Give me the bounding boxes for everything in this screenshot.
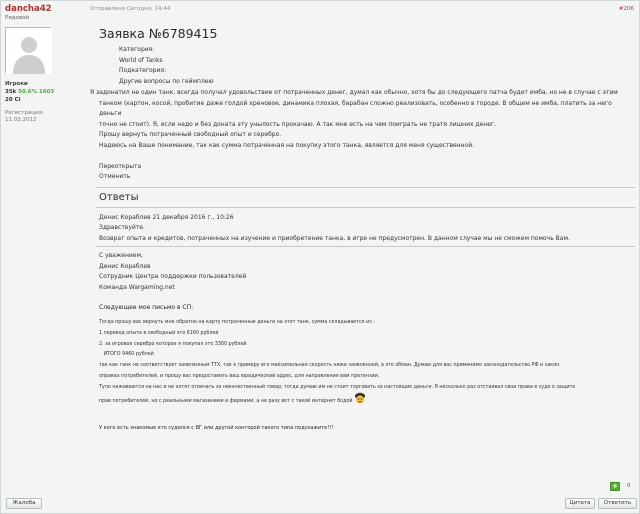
divider <box>96 207 635 208</box>
personal-rating: 1603 <box>38 89 55 95</box>
divider <box>96 246 635 247</box>
letter-line-with-emoji <box>99 394 635 408</box>
signature-line: Команда Wargaming.net <box>99 283 175 291</box>
reply-line: Здравствуйте. <box>99 224 145 232</box>
tanker-emoji-icon <box>354 392 366 405</box>
user-letter <box>99 303 635 433</box>
request-title: Заявка №6789415 <box>99 26 218 41</box>
user-stats <box>5 88 85 97</box>
support-reply <box>99 213 635 245</box>
default-avatar-icon <box>6 28 52 74</box>
letter-closing: У кого есть знакомые кто судился с ВГ или другой конторой такого типа подскажите!!! <box>99 425 334 432</box>
reopened-status: Переоткрыта <box>99 162 142 170</box>
registration-label: Регистрация: <box>5 110 44 116</box>
letter-intro: Следующее мое письмо в СП: <box>99 304 194 312</box>
signature-line: С уважением, <box>99 252 143 260</box>
post-content <box>90 15 635 433</box>
signature-line: Денис Кораблев <box>99 262 151 270</box>
meta-line: World of Tanks <box>119 56 163 64</box>
meta-line: Подкатегория: <box>119 67 166 74</box>
reply-author-date: Денис Кораблев 21 декабря 2016 г., 10:26 <box>99 213 234 221</box>
complain-button[interactable]: Жалоба <box>6 498 42 509</box>
cancel-link[interactable]: Отменить <box>99 173 131 181</box>
plus-rep-button[interactable]: + <box>610 482 620 491</box>
body-line: точно не стоит). Я, если надо и без доната эту унылость прокачаю. А так мне есть на чем поиграть не тратя лишних денег. <box>99 120 496 128</box>
letter-line: Тогда прошу вас вернуть мне обратно на карту потраченные деньги на этот танк, сумма складывается из : <box>99 320 375 326</box>
letter-line: прав потребителей, но с реальными магазинами и фирмами, а не разу вот с такой интернет бодой <box>99 398 353 404</box>
request-body <box>90 88 635 152</box>
request-meta <box>119 45 635 87</box>
user-group: Игроки <box>5 81 28 87</box>
winrate: 50.6% <box>18 89 38 95</box>
letter-line: ИТОГО 9460 рублей <box>99 352 154 358</box>
body-line: Надеюсь на Ваше понимание, так как сумма потраченная на покупку этого танка, является для меня существенной. <box>99 141 474 149</box>
user-rank: Рядовой <box>5 15 29 21</box>
user-sidebar <box>5 4 85 124</box>
reply-button[interactable]: Ответить <box>598 498 637 509</box>
registration-date: 11.03.2012 <box>5 117 37 123</box>
letter-line: 2. за игровое серебро которое я покупал это 3300 рублей <box>99 341 247 347</box>
meta-line: Другие вопросы по геймплею <box>119 77 214 85</box>
letter-line: 1.перевод опыта в свободный это 6160 рублей <box>99 330 219 336</box>
letter-line: оправах потребителей, и прошу вас предоставить ваш юридический адрес, для направления вам претензии. <box>99 374 380 380</box>
rep-count: 0 <box>627 483 631 489</box>
body-line: Прошу вернуть потраченный свободный опыт и серебро. <box>99 131 282 139</box>
request-status-links <box>99 162 635 183</box>
letter-line: так как танк не соответствует заявленным ТТХ, так к примеру его максимальная скорость ниже заявленной, а это обман. Думаю для вас применимо законодательство РФ и закон <box>99 363 560 369</box>
signature-line: Сотрудник Центра поддержки пользователей <box>99 273 247 281</box>
body-line: Я задонатил не один танк, всегда получал удовольствие от потраченных денег, думал как обычно, хотя бы до следующего патча будет имба, но не в случае с этим <box>90 89 618 96</box>
letter-line: Тупо наживаются на нас и не хотят отвечать за некачественный товар, тогда думаю им не стоит торговать за настоящие деньги. Я несколько раз отстаивал свои права в суде о защите <box>99 384 576 390</box>
divider <box>96 187 635 188</box>
reply-line: Возврат опыта и кредитов, потраченных на изучение и приобретение танка, в игре не предусмотрен. В данном случае мы не сможем помочь Вам. <box>99 234 570 242</box>
post-number-link[interactable]: #206 <box>618 6 634 12</box>
avatar[interactable] <box>5 27 51 73</box>
user-extra: 20 Ci <box>5 97 21 103</box>
answers-heading: Ответы <box>99 191 139 203</box>
meta-line: Категория: <box>119 46 155 53</box>
support-signature <box>99 251 635 293</box>
body-line: танком (картон, косой, пробитие даже голдой хреновое, динамика плохая, барабан сложно реализовать, особенно в городе. В общем не имба, платить за него деньги <box>99 99 612 118</box>
username-link[interactable]: dancha42 <box>5 4 52 14</box>
post-timestamp: Отправлено Сегодня, 14:44 <box>90 6 171 12</box>
battles-count: 35k <box>5 89 17 95</box>
quote-button[interactable]: Цитата <box>565 498 595 509</box>
